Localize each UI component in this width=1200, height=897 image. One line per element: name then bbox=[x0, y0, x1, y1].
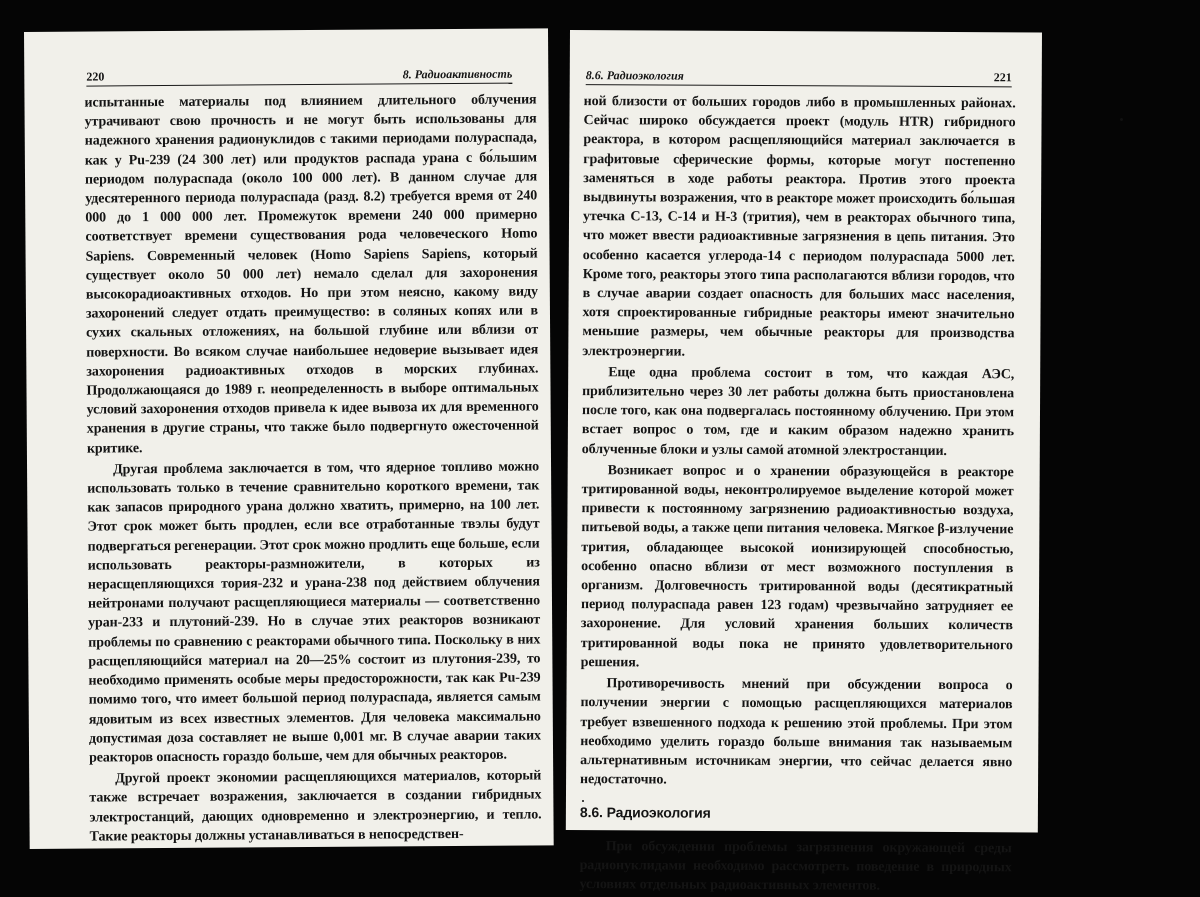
paragraph: ной близости от больших городов либо в промышленных районах. Сейчас широко обсуждается проект (модуль HTR) гибридного реактора, в котором расщепляющийся материал заключается в графитовые сферические формы, которые могут постепенно заменяться в ходе работы реактора. Против этого проекта выдвинуты возражения, что в реакторе может происходить бо́льшая утечка С-13, С-14 и Н-3 (трития), чем в реакторах обычного типа, что может ввести радиоактивные загрязнения в цепь питания. Это особенно касается углерода-14 с периодом полураспада 5000 лет. Кроме того, реакторы этого типа располагаются вблизи городов, что в случае аварии создает опасность для больших масс населения, хотя спроектированные гибридные реакторы имеют значительно меньшие размеры, чем обычные реакторы для производства электроэнергии. bbox=[582, 94, 1016, 360]
header-rule bbox=[586, 84, 1012, 87]
paragraph: При обсуждении проблемы загрязнения окружающей среды радионуклидами необходимо рассмотреть поведение в природных условиях отдельных радиоактивных элементов. bbox=[579, 838, 1012, 894]
page-number: 220 bbox=[86, 69, 105, 84]
running-head bbox=[86, 67, 512, 84]
paragraph: испытанные материалы под влиянием длительного облучения утрачивают свою прочность и не могут быть использованы для надежного хранения радионуклидов с такими периодами полураспада, как у Pu-239 (24 300 лет) или продуктов распада урана с бо́льшим периодом полураспада (около 100 000 лет). В данном случае для удесятеренного периода полураспада (разд. 8.2) требуется время от 240 000 до 1 000 000 лет. Промежуток времени 240 000 примерно соответствует времени существования рода человеческого Homo Sapiens. Современный человек (Homo Sapiens Sapiens, который существует около 50 000 лет) немало сделал для захоронения высокорадиоактивных отходов. Но при этом неясно, какому виду захоронений следует отдать преимущество: в соляных копях или в сухих скальных отложениях, на большой глубине или вблизи от поверхности. Во всяком случае наибольшее недоверие вызывает идея захоронения радиоактивных отходов в морских глубинах. Продолжающаяся до 1989 г. неопределенность в выборе оптимальных условий захоронения отходов привела к идее вывоза их для временного хранения в другие страны, что также было подвергнуто ожесточенной критике. bbox=[84, 92, 539, 457]
header-rule bbox=[86, 83, 512, 87]
paragraph: Другая проблема заключается в том, что ядерное топливо можно использовать только в течение сравнительно короткого времени, так как запасов природного урана должно хватить, примерно, на 100 лет. Этот срок может быть продлен, если все отработанные твэлы будут подвергаться регенерации. Этот срок можно продлить еще больше, если использовать реакторы-размножители, в которых из нерасщепляющихся тория-232 и урана-238 под действием облучения нейтронами получают расщепляющиеся материалы — соответственно уран-233 и плутоний-239. Но в случае этих реакторов возникают проблемы по сравнению с реакторами обычного типа. Поскольку в них расщепляющийся материал на 20—25% состоит из плутония-239, то необходимо применять особые меры предосторожности, так как Pu-239 помимо того, что имеет большой период полураспада, является самым ядовитым из всех известных элементов. Для человека максимально допустимая доза составляет не выше 0,001 мг. В случае аварии таких реакторов опасность гораздо больше, чем для обычных реакторов. bbox=[87, 459, 541, 766]
running-title: 8. Радиоактивность bbox=[402, 66, 513, 82]
paragraph: Возникает вопрос и о хранении образующейся в реакторе тритированной воды, неконтролируемое выделение которой может привести к постоянному загрязнению радиоактивностью воздуха, питьевой воды, а также цепи питания человека. Мягкое β-излучение трития, обладающее высокой ионизирующей способностью, особенно опасно вблизи от мест возможного поступления в организм. Долговечность тритированной воды (десятикратный период полураспада равен 123 годам) чрезвычайно затрудняет ее захоронение. Для условий хранения больших количеств тритированной воды пока не принято удовлетворительного решения. bbox=[580, 463, 1014, 671]
page-body bbox=[579, 92, 1015, 896]
section-heading: 8.6. Радиоэкология bbox=[579, 804, 711, 822]
page-body bbox=[84, 90, 541, 846]
right-page bbox=[566, 30, 1042, 894]
paragraph: Противоречивость мнений при обсуждении вопроса о получении энергии с помощью расщепляющихся материалов требует взвешенного подхода к решению этой проблемы. При этом необходимо уделить гораздо больше внимания так называемым альтернативным источникам энергии, что сейчас делается явно недостаточно. bbox=[580, 676, 1013, 788]
scan-speck bbox=[1120, 118, 1123, 121]
paragraph: Другой проект экономии расщепляющихся материалов, который также встречает возражения, заключается в создании гибридных электростанций, дающих одновременно и электроэнергию, и тепло. Такие реакторы должны устанавливаться в непосредствен- bbox=[89, 768, 542, 845]
running-title: 8.6. Радиоэкология bbox=[585, 68, 684, 83]
page-number: 221 bbox=[993, 70, 1012, 85]
paragraph: Еще одна проблема состоит в том, что каждая АЭС, приблизительно через 30 лет работы должна быть приостановлена после того, как она подвергалась постоянному облучению. При этом встает вопрос о том, где и каким образом надежно хранить облученные блоки и узлы самой атомной электростанции. bbox=[581, 365, 1015, 459]
left-page bbox=[24, 28, 554, 849]
scan-speck bbox=[582, 800, 584, 802]
running-head bbox=[586, 68, 1012, 84]
